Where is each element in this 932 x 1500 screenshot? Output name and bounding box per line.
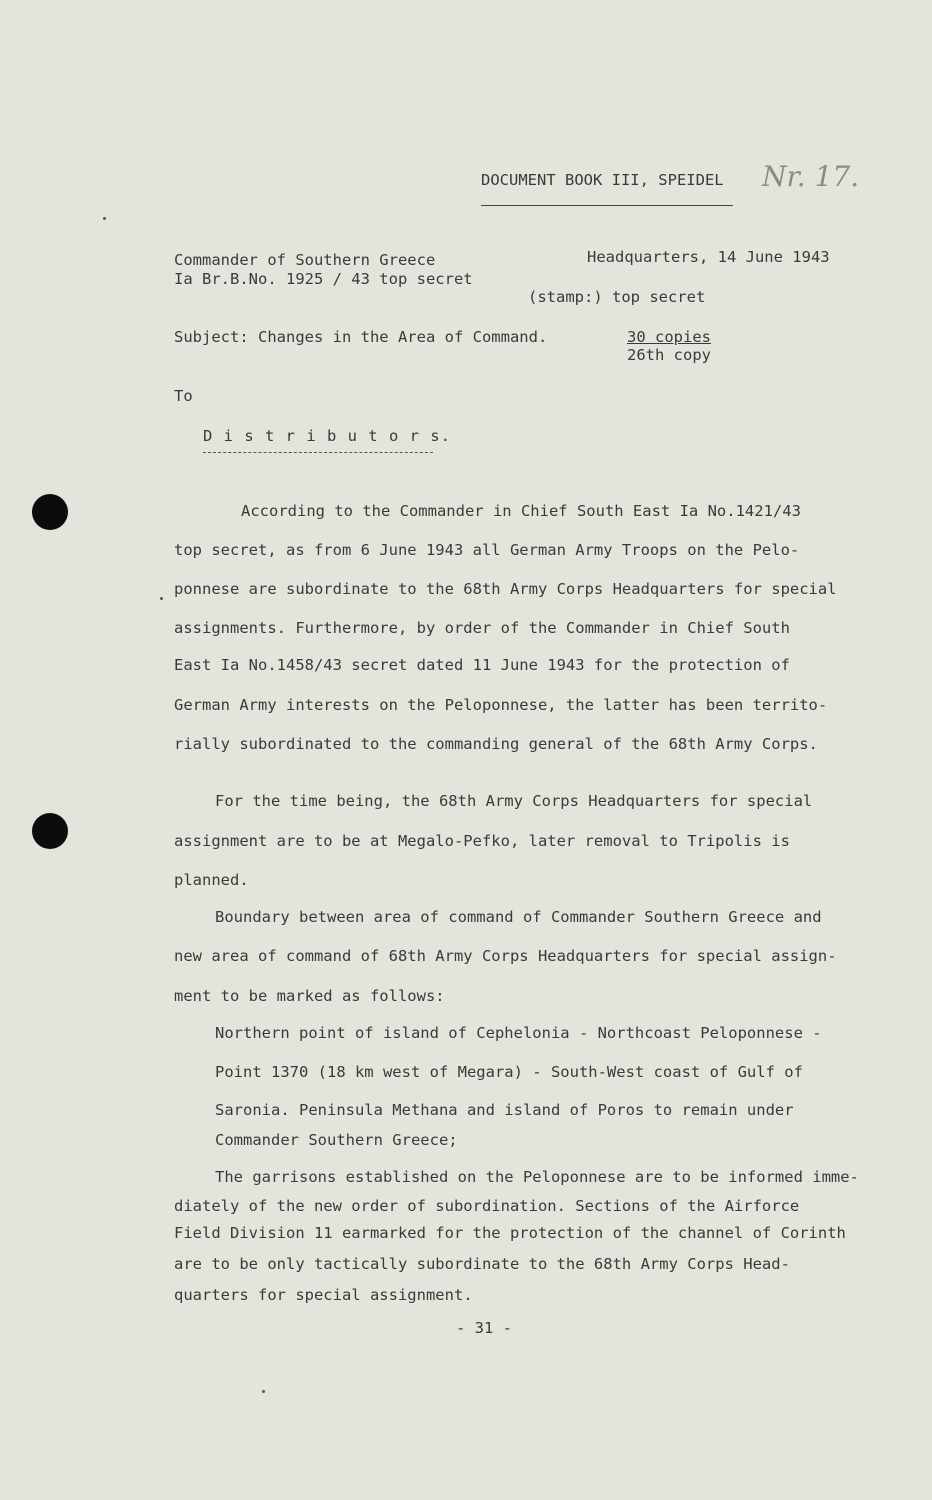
paragraph-1-line: ponnese are subordinate to the 68th Army Corps Headquarters for special [174, 580, 837, 598]
paragraph-3-line: ment to be marked as follows: [174, 987, 445, 1005]
ink-speck [262, 1390, 265, 1393]
paragraph-4-line: quarters for special assignment. [174, 1286, 473, 1304]
paragraph-1-line: top secret, as from 6 June 1943 all German Army Troops on the Pelo- [174, 541, 800, 559]
ink-speck [103, 217, 106, 220]
subject-line: Subject: Changes in the Area of Command. [174, 328, 548, 346]
paragraph-4-line: are to be only tactically subordinate to the 68th Army Corps Head- [174, 1255, 790, 1273]
recipient-to: To [174, 387, 193, 405]
paragraph-1-line: German Army interests on the Peloponnese, the latter has been territo- [174, 696, 828, 714]
header-underline [481, 205, 733, 206]
punch-hole-bottom [32, 813, 68, 849]
paragraph-2-line: planned. [174, 871, 249, 889]
handwritten-number: Nr. 17. [762, 160, 860, 193]
paragraph-4-line: diately of the new order of subordination. Sections of the Airforce [174, 1197, 800, 1215]
sender-line-1: Commander of Southern Greece [174, 251, 436, 269]
sender-line-2: Ia Br.B.No. 1925 / 43 top secret [174, 270, 473, 288]
paragraph-1-line: According to the Commander in Chief South East Ia No.1421/43 [241, 502, 801, 520]
copies-total: 30 copies [627, 328, 711, 346]
page-number: - 31 - [456, 1319, 512, 1337]
paragraph-3-line: Boundary between area of command of Commander Southern Greece and [215, 908, 822, 926]
recipient-distributors: D i s t r i b u t o r s. [203, 427, 451, 445]
boundary-line: Point 1370 (18 km west of Megara) - South-West coast of Gulf of [215, 1063, 803, 1081]
paragraph-1-line: rially subordinated to the commanding general of the 68th Army Corps. [174, 735, 818, 753]
paragraph-2-line: For the time being, the 68th Army Corps Headquarters for special [215, 792, 813, 810]
paragraph-4-line: The garrisons established on the Peloponnese are to be informed imme- [215, 1168, 859, 1186]
boundary-line: Northern point of island of Cephelonia - Northcoast Peloponnese - [215, 1024, 822, 1042]
boundary-line: Commander Southern Greece; [215, 1131, 458, 1149]
paragraph-4-line: Field Division 11 earmarked for the protection of the channel of Corinth [174, 1224, 846, 1242]
paragraph-2-line: assignment are to be at Megalo-Pefko, later removal to Tripolis is [174, 832, 790, 850]
location-date: Headquarters, 14 June 1943 [587, 248, 830, 266]
boundary-line: Saronia. Peninsula Methana and island of Poros to remain under [215, 1101, 794, 1119]
document-book-title: DOCUMENT BOOK III, SPEIDEL [481, 171, 724, 189]
distributors-underline [203, 452, 433, 453]
copy-number: 26th copy [627, 346, 711, 364]
paragraph-1-line: assignments. Furthermore, by order of the Commander in Chief South [174, 619, 790, 637]
paragraph-3-line: new area of command of 68th Army Corps Headquarters for special assign- [174, 947, 837, 965]
ink-speck [160, 597, 163, 600]
punch-hole-top [32, 494, 68, 530]
stamp-text: (stamp:) top secret [528, 288, 706, 306]
paragraph-1-line: East Ia No.1458/43 secret dated 11 June 1943 for the protection of [174, 656, 790, 674]
